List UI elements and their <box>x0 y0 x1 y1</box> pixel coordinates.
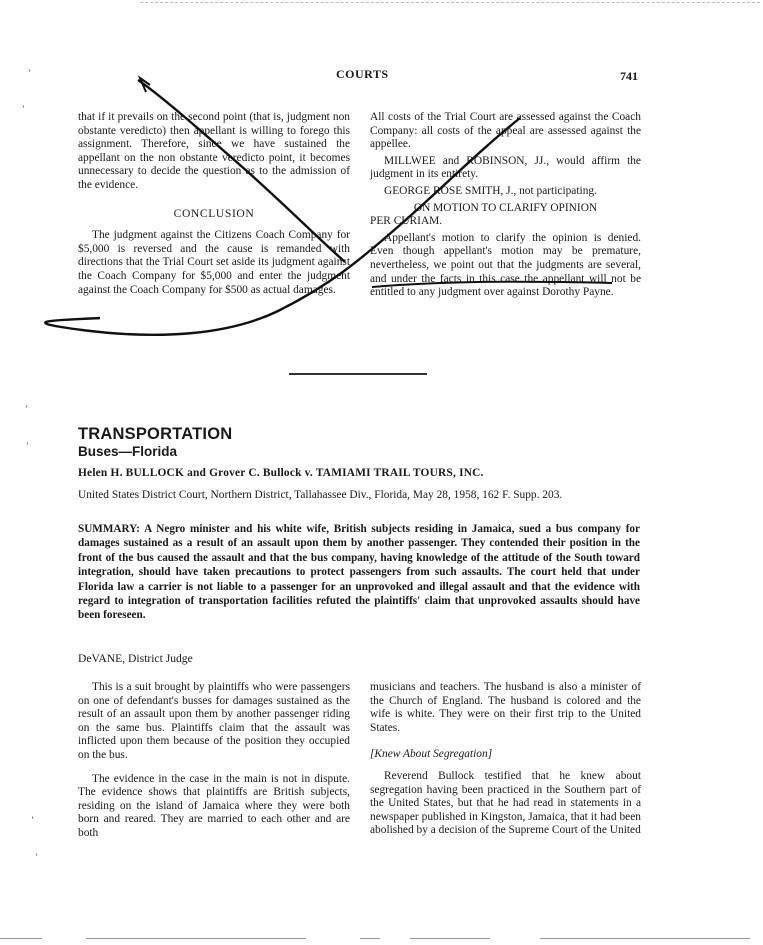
margin-mark: ’ <box>31 815 34 825</box>
margin-mark: ’ <box>35 852 38 862</box>
scan-line <box>410 938 490 939</box>
margin-mark: ’ <box>22 104 25 114</box>
paragraph: Appellant's motion to clarify the opinion is denied. Even though appellant's motion may be premature, nevertheless, we point out that the judgments are several, and under the facts in this case the appellant will not be entitled to any judgment over against Dorothy Payne. <box>370 231 641 299</box>
section-subtitle: Buses—Florida <box>78 444 178 459</box>
paragraph: This is a suit brought by plaintiffs who were passengers on one of defendant's busses for damages sustained as the result of an assault upon them by another passenger riding on the same bus. Plaintiffs claim that the assault was inflicted upon them because of the position they occupied on the bus. <box>78 681 350 761</box>
case-title: Helen H. BULLOCK and Grover C. Bullock v. TAMIAMI TRAIL TOURS, INC. <box>78 467 484 479</box>
paragraph: GEORGE ROSE SMITH, J., not participating. <box>384 184 597 197</box>
margin-mark: ’ <box>25 404 28 414</box>
conclusion-heading: CONCLUSION <box>173 206 255 220</box>
paragraph: The evidence in the case in the main is not in dispute. The evidence shows that plaintiffs are British subjects, residing on the island of Jamaica where they were both born and reared. They are married to each other and are both <box>78 772 350 839</box>
right-column-top <box>370 111 641 300</box>
paragraph: Reverend Bullock testified that he knew about segregation having been practiced in the Southern part of the United States, but that he had read in statements in a newspaper published in Kingston, Jamaica, that it had been abolished by a decision of the Supreme Court of the United <box>370 769 641 837</box>
per-curiam: PER CURIAM. <box>370 215 443 228</box>
case-summary: SUMMARY: A Negro minister and his white wife, British subjects residing in Jamaica, sued a bus company for damages sustained as a result of an assault upon them by another passenger. They contended their position in the front of the bus caused the assault and that the bus company, having knowledge of the attitude of the South toward integration, should have taken precautions to protect passengers from such assaults. The court held that under Florida law a carrier is not liable to a passenger for an unprovoked and illegal assault and that the evidence with regard to integration of transportation facilities refuted the plaintiffs' claim that unprovoked assaults should have been foreseen. <box>78 523 640 622</box>
paragraph: MILLWEE and ROBINSON, JJ., would affirm the judgment in its entirety. <box>370 154 641 181</box>
page-number: 741 <box>620 69 638 83</box>
paragraph: All costs of the Trial Court are assessed against the Coach Company: all costs of the appeal are assessed against the appellee. <box>370 111 641 151</box>
case-citation: United States District Court, Northern District, Tallahassee Div., Florida, May 28, 1958, 162 F. Supp. 203. <box>78 489 563 501</box>
left-column-bottom <box>78 681 350 841</box>
scan-line <box>360 938 380 939</box>
paragraph: The judgment against the Citizens Coach Company for $5,000 is reversed and the cause is remanded with directions that the Trial Court set aside its judgment against the Coach Company for $5,000 and enter the judgment against the Coach Company for $500 as actual damages. <box>78 229 350 296</box>
right-column-bottom <box>370 681 641 838</box>
scan-line <box>0 938 42 939</box>
scan-line <box>86 938 306 939</box>
motion-heading: ON MOTION TO CLARIFY OPINION <box>413 201 598 214</box>
margin-mark: ’ <box>28 68 31 78</box>
left-column-top <box>78 111 350 297</box>
top-edge-dashes <box>140 2 760 3</box>
running-head: COURTS <box>336 67 389 81</box>
margin-mark: ’ <box>26 441 29 451</box>
strike-line <box>140 78 150 92</box>
judge-name: DeVANE, District Judge <box>78 652 193 665</box>
subheading: [Knew About Segregation] <box>370 748 493 761</box>
section-divider <box>289 373 427 375</box>
section-title: TRANSPORTATION <box>78 425 233 443</box>
paragraph: musicians and teachers. The husband is also a minister of the Church of England. The husband is colored and the wife is white. They were on their first trip to the United States. <box>370 681 641 734</box>
paragraph: that if it prevails on the second point (that is, judgment non obstante veredicto) then appellant is willing to forego this assignment. Therefore, since we have sustained the appellant on the non obstante veredicto point, it becomes unnecessary to decide the question as to the admission of the evidence. <box>78 111 350 191</box>
scan-line <box>540 938 750 939</box>
